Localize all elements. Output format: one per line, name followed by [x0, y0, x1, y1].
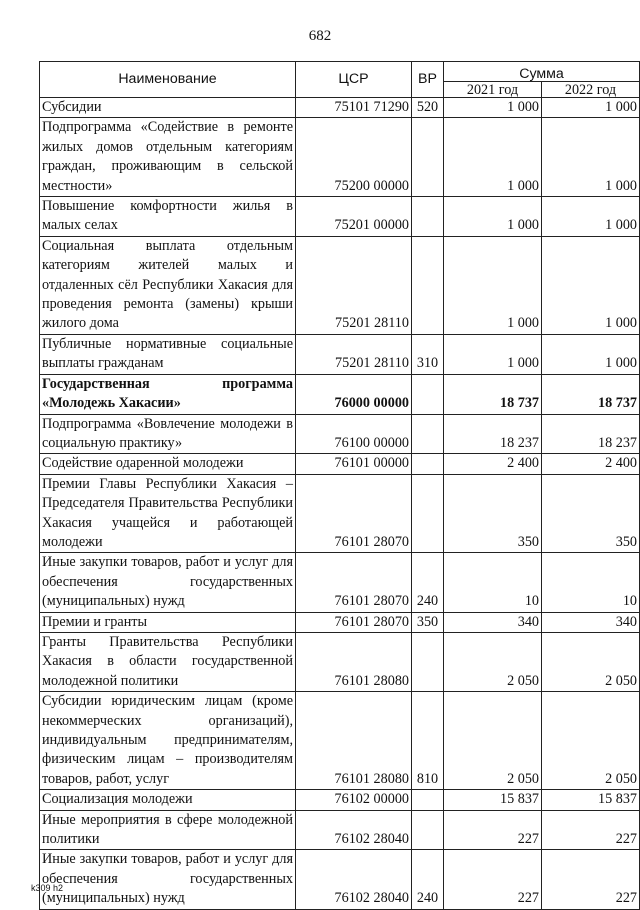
row-csr: 76101 00000: [296, 454, 412, 474]
row-sum-2021: 10: [444, 553, 542, 612]
row-name: Иные мероприятия в сфере молодежной политики: [40, 810, 296, 850]
row-name: Социализация молодежи: [40, 790, 296, 810]
header-year-2021: 2021 год: [444, 82, 542, 98]
row-sum-2021: 1 000: [444, 118, 542, 197]
row-sum-2022: 227: [542, 850, 640, 909]
row-csr: 76000 00000: [296, 374, 412, 414]
budget-table: [39, 61, 640, 910]
row-vr: 350: [412, 612, 444, 632]
row-vr: [412, 810, 444, 850]
row-vr: [412, 474, 444, 553]
row-name: Премии и гранты: [40, 612, 296, 632]
row-sum-2022: 1 000: [542, 98, 640, 118]
row-csr: 75101 71290: [296, 98, 412, 118]
row-sum-2021: 18 737: [444, 374, 542, 414]
row-vr: [412, 374, 444, 414]
row-sum-2022: 15 837: [542, 790, 640, 810]
table-row: [40, 374, 640, 414]
row-vr: 240: [412, 850, 444, 909]
row-name: Гранты Правительства Республики Хакасия в области государственной молодежной политики: [40, 632, 296, 691]
row-name: Государственная программа «Молодежь Хакасии»: [40, 374, 296, 414]
row-sum-2021: 18 237: [444, 414, 542, 454]
row-vr: [412, 790, 444, 810]
row-name: Социальная выплата отдельным категориям жителей малых и отдаленных сёл Республики Хакасия для проведения ремонта (замены) крыши жилого дома: [40, 236, 296, 334]
row-vr: 810: [412, 692, 444, 790]
row-csr: 76101 28070: [296, 474, 412, 553]
row-sum-2021: 2 400: [444, 454, 542, 474]
table-row: [40, 414, 640, 454]
row-vr: [412, 632, 444, 691]
row-csr: 75201 28110: [296, 236, 412, 334]
row-vr: [412, 414, 444, 454]
row-sum-2022: 227: [542, 810, 640, 850]
header-sum: Сумма: [444, 62, 640, 82]
table-row: [40, 790, 640, 810]
row-sum-2021: 227: [444, 810, 542, 850]
row-vr: 310: [412, 334, 444, 374]
row-vr: 240: [412, 553, 444, 612]
row-vr: [412, 118, 444, 197]
row-sum-2021: 350: [444, 474, 542, 553]
row-sum-2022: 1 000: [542, 197, 640, 237]
row-csr: 76101 28080: [296, 692, 412, 790]
row-csr: 76101 28080: [296, 632, 412, 691]
row-sum-2022: 1 000: [542, 236, 640, 334]
row-csr: 75201 00000: [296, 197, 412, 237]
row-sum-2021: 1 000: [444, 98, 542, 118]
row-sum-2021: 340: [444, 612, 542, 632]
table-row: [40, 474, 640, 553]
row-name: Субсидии: [40, 98, 296, 118]
row-sum-2022: 18 737: [542, 374, 640, 414]
row-csr: 76102 28040: [296, 810, 412, 850]
row-sum-2022: 2 400: [542, 454, 640, 474]
table-row: [40, 334, 640, 374]
row-sum-2021: 2 050: [444, 632, 542, 691]
row-sum-2021: 1 000: [444, 197, 542, 237]
footer-code: k309 h2: [31, 883, 64, 893]
row-sum-2022: 350: [542, 474, 640, 553]
table-body: [40, 98, 640, 910]
row-name: Иные закупки товаров, работ и услуг для обеспечения государственных (муниципальных) нужд: [40, 850, 296, 909]
row-sum-2022: 18 237: [542, 414, 640, 454]
row-csr: 76102 28040: [296, 850, 412, 909]
row-name: Подпрограмма «Содействие в ремонте жилых домов отдельным категориям граждан, проживающим в сельской местности»: [40, 118, 296, 197]
header-year-2022: 2022 год: [542, 82, 640, 98]
table-row: [40, 553, 640, 612]
row-sum-2021: 1 000: [444, 334, 542, 374]
row-name: Публичные нормативные социальные выплаты гражданам: [40, 334, 296, 374]
row-csr: 75201 28110: [296, 334, 412, 374]
row-sum-2021: 15 837: [444, 790, 542, 810]
row-name: Субсидии юридическим лицам (кроме некоммерческих организаций), индивидуальным предпринимателям, физическим лицам – производителям товаров, работ, услуг: [40, 692, 296, 790]
row-name: Премии Главы Республики Хакасия – Председателя Правительства Республики Хакасия учащейся и работающей молодежи: [40, 474, 296, 553]
row-vr: [412, 454, 444, 474]
row-csr: 75200 00000: [296, 118, 412, 197]
table-row: [40, 692, 640, 790]
row-name: Содействие одаренной молодежи: [40, 454, 296, 474]
table-row: [40, 632, 640, 691]
page-number: 682: [308, 28, 332, 44]
row-csr: 76101 28070: [296, 553, 412, 612]
row-csr: 76100 00000: [296, 414, 412, 454]
row-name: Иные закупки товаров, работ и услуг для обеспечения государственных (муниципальных) нужд: [40, 553, 296, 612]
row-sum-2022: 1 000: [542, 334, 640, 374]
row-sum-2022: 2 050: [542, 632, 640, 691]
row-name: Повышение комфортности жилья в малых селах: [40, 197, 296, 237]
table-row: [40, 197, 640, 237]
table-row: [40, 454, 640, 474]
header-name: Наименование: [40, 62, 296, 98]
row-vr: [412, 197, 444, 237]
row-vr: 520: [412, 98, 444, 118]
row-name: Подпрограмма «Вовлечение молодежи в социальную практику»: [40, 414, 296, 454]
table-row: [40, 236, 640, 334]
table-row: [40, 118, 640, 197]
table-row: [40, 810, 640, 850]
row-sum-2022: 1 000: [542, 118, 640, 197]
row-sum-2022: 2 050: [542, 692, 640, 790]
row-sum-2022: 340: [542, 612, 640, 632]
row-sum-2021: 2 050: [444, 692, 542, 790]
header-csr: ЦСР: [296, 62, 412, 98]
row-csr: 76101 28070: [296, 612, 412, 632]
row-sum-2021: 1 000: [444, 236, 542, 334]
row-vr: [412, 236, 444, 334]
table-row: [40, 850, 640, 909]
row-sum-2021: 227: [444, 850, 542, 909]
row-sum-2022: 10: [542, 553, 640, 612]
table-row: [40, 98, 640, 118]
header-vr: ВР: [412, 62, 444, 98]
table-row: [40, 612, 640, 632]
row-csr: 76102 00000: [296, 790, 412, 810]
